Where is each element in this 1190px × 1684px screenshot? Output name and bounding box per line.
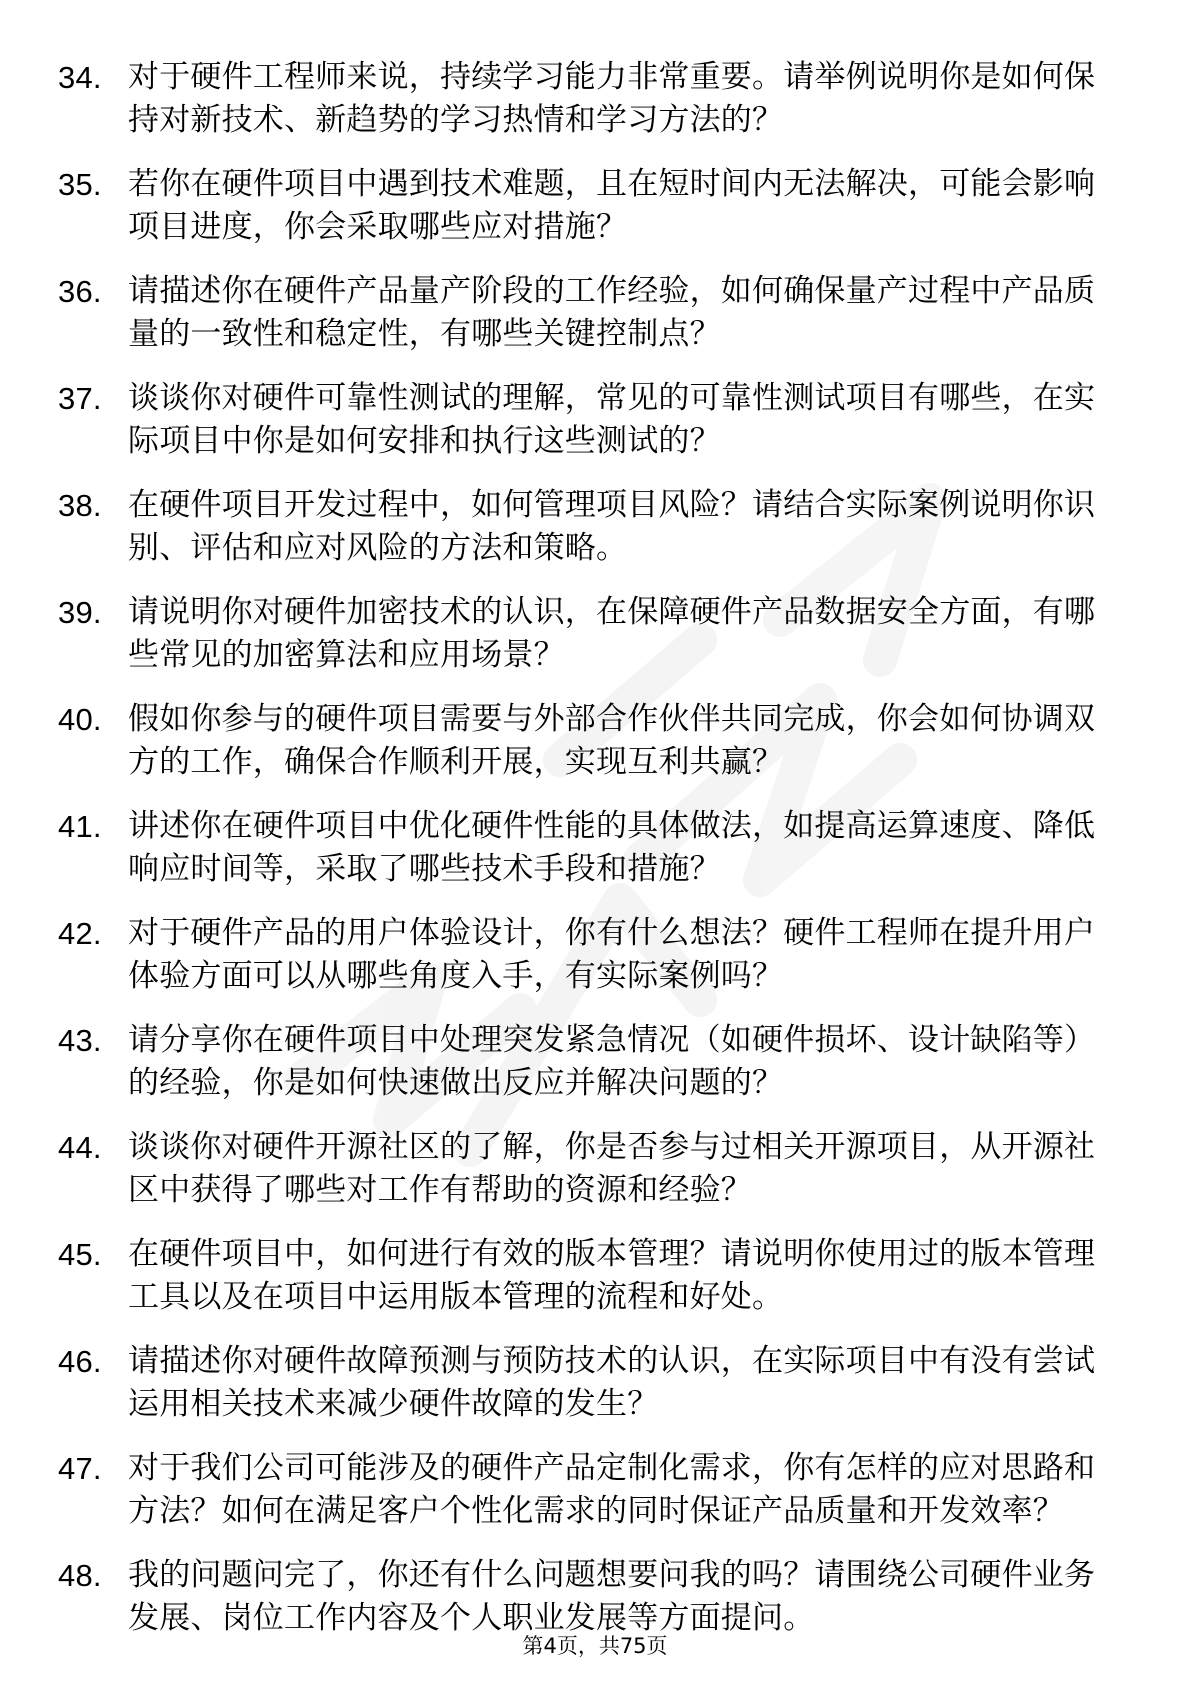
question-list bbox=[58, 56, 1118, 1661]
question-number: 46. bbox=[58, 1344, 102, 1379]
page-footer bbox=[0, 1632, 1190, 1660]
question-text: 请描述你对硬件故障预测与预防技术的认识，在实际项目中有没有尝试运用相关技术来减少硬件故障的发生？ bbox=[128, 1343, 1096, 1422]
question-item bbox=[58, 591, 1118, 677]
question-text: 若你在硬件项目中遇到技术难题，且在短时间内无法解决，可能会影响项目进度，你会采取哪些应对措施？ bbox=[128, 166, 1096, 245]
page-number-label: 第4页，共75页 bbox=[522, 1634, 668, 1658]
question-text: 我的问题问完了，你还有什么问题想要问我的吗？请围绕公司硬件业务发展、岗位工作内容及个人职业发展等方面提问。 bbox=[128, 1557, 1096, 1636]
question-number: 43. bbox=[58, 1023, 102, 1058]
question-text: 在硬件项目中，如何进行有效的版本管理？请说明你使用过的版本管理工具以及在项目中运用版本管理的流程和好处。 bbox=[128, 1236, 1096, 1315]
question-number: 39. bbox=[58, 595, 102, 630]
question-item bbox=[58, 163, 1118, 249]
question-text: 讲述你在硬件项目中优化硬件性能的具体做法，如提高运算速度、降低响应时间等，采取了哪些技术手段和措施？ bbox=[128, 808, 1096, 887]
question-item bbox=[58, 1019, 1118, 1105]
question-item bbox=[58, 1126, 1118, 1212]
question-number: 37. bbox=[58, 381, 102, 416]
question-item bbox=[58, 1554, 1118, 1640]
question-item bbox=[58, 1340, 1118, 1426]
question-text: 假如你参与的硬件项目需要与外部合作伙伴共同完成，你会如何协调双方的工作，确保合作顺利开展，实现互利共赢？ bbox=[128, 701, 1096, 780]
question-text: 请分享你在硬件项目中处理突发紧急情况（如硬件损坏、设计缺陷等）的经验，你是如何快速做出反应并解决问题的？ bbox=[128, 1022, 1096, 1101]
question-item bbox=[58, 484, 1118, 570]
question-item bbox=[58, 805, 1118, 891]
question-number: 42. bbox=[58, 916, 102, 951]
question-item bbox=[58, 56, 1118, 142]
question-number: 44. bbox=[58, 1130, 102, 1165]
question-number: 38. bbox=[58, 488, 102, 523]
question-item bbox=[58, 1447, 1118, 1533]
question-number: 45. bbox=[58, 1237, 102, 1272]
question-item bbox=[58, 698, 1118, 784]
question-text: 谈谈你对硬件可靠性测试的理解，常见的可靠性测试项目有哪些，在实际项目中你是如何安排和执行这些测试的？ bbox=[128, 380, 1096, 459]
question-text: 对于硬件产品的用户体验设计，你有什么想法？硬件工程师在提升用户体验方面可以从哪些角度入手，有实际案例吗？ bbox=[128, 915, 1096, 994]
question-text: 对于硬件工程师来说，持续学习能力非常重要。请举例说明你是如何保持对新技术、新趋势的学习热情和学习方法的？ bbox=[128, 59, 1096, 138]
question-number: 41. bbox=[58, 809, 102, 844]
question-text: 请说明你对硬件加密技术的认识，在保障硬件产品数据安全方面，有哪些常见的加密算法和应用场景？ bbox=[128, 594, 1096, 673]
question-text: 谈谈你对硬件开源社区的了解，你是否参与过相关开源项目，从开源社区中获得了哪些对工作有帮助的资源和经验？ bbox=[128, 1129, 1096, 1208]
question-item bbox=[58, 1233, 1118, 1319]
question-number: 40. bbox=[58, 702, 102, 737]
question-number: 35. bbox=[58, 167, 102, 202]
question-number: 48. bbox=[58, 1558, 102, 1593]
question-item bbox=[58, 270, 1118, 356]
question-item bbox=[58, 377, 1118, 463]
question-item bbox=[58, 912, 1118, 998]
question-number: 47. bbox=[58, 1451, 102, 1486]
question-text: 在硬件项目开发过程中，如何管理项目风险？请结合实际案例说明你识别、评估和应对风险的方法和策略。 bbox=[128, 487, 1096, 566]
question-text: 请描述你在硬件产品量产阶段的工作经验，如何确保量产过程中产品质量的一致性和稳定性，有哪些关键控制点？ bbox=[128, 273, 1096, 352]
question-text: 对于我们公司可能涉及的硬件产品定制化需求，你有怎样的应对思路和方法？如何在满足客户个性化需求的同时保证产品质量和开发效率？ bbox=[128, 1450, 1096, 1529]
question-number: 34. bbox=[58, 60, 102, 95]
question-number: 36. bbox=[58, 274, 102, 309]
